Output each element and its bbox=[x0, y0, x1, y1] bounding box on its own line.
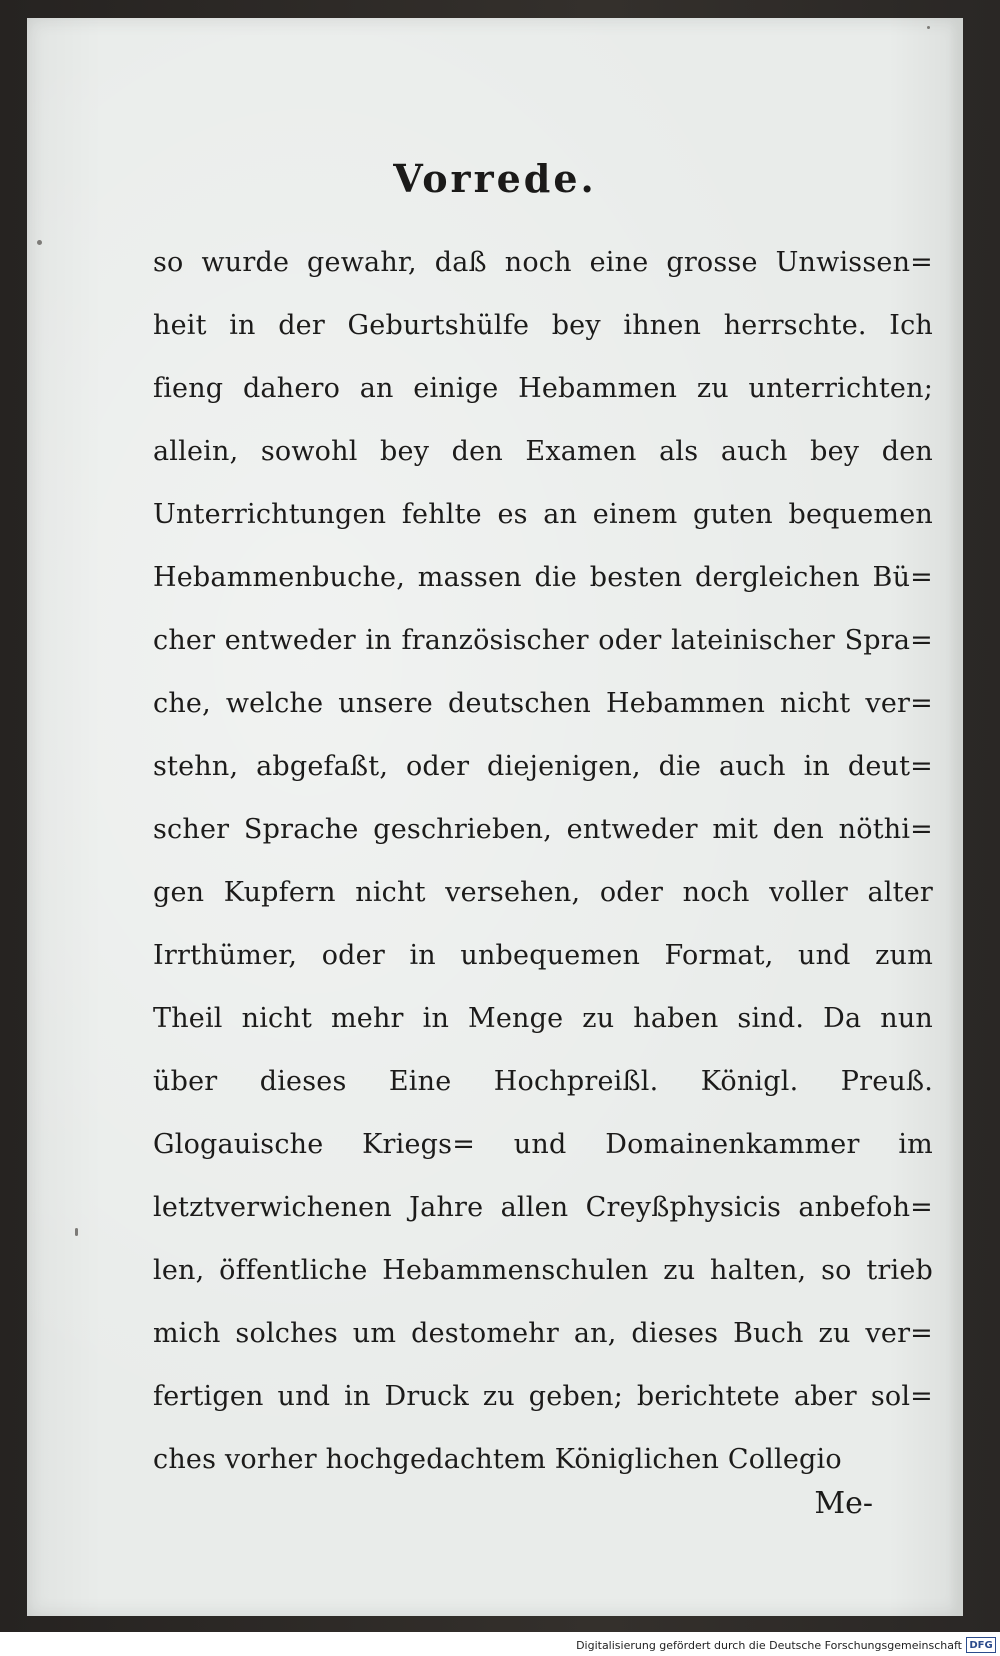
page-edge-shadow bbox=[949, 18, 963, 1616]
text-line: Irrthümer, oder in unbequemen Format, und zum bbox=[153, 940, 933, 971]
text-line: scher Sprache geschrieben, entweder mit den nöthi= bbox=[153, 814, 933, 845]
dfg-logo: DFG bbox=[966, 1637, 996, 1653]
text-line: heit in der Geburtshülfe bey ihnen herrschte. Ich bbox=[153, 310, 933, 341]
text-line: che, welche unsere deutschen Hebammen nicht ver= bbox=[153, 688, 933, 719]
catchword: Me- bbox=[814, 1486, 873, 1521]
text-line: letztverwichenen Jahre allen Creyßphysicis anbefoh= bbox=[153, 1192, 933, 1223]
text-line: fieng dahero an einige Hebammen zu unterrichten; bbox=[153, 373, 933, 404]
paper-speck bbox=[75, 1228, 78, 1236]
paper-speck bbox=[37, 240, 42, 245]
text-line: gen Kupfern nicht versehen, oder noch voller alter bbox=[153, 877, 933, 908]
digitization-footer bbox=[0, 1632, 1000, 1656]
text-line: Unterrichtungen fehlte es an einem guten bequemen bbox=[153, 499, 933, 530]
text-line: so wurde gewahr, daß noch eine grosse Unwissen= bbox=[153, 247, 933, 278]
text-line: Theil nicht mehr in Menge zu haben sind. Da nun bbox=[153, 1003, 933, 1034]
text-line: mich solches um destomehr an, dieses Buch zu ver= bbox=[153, 1318, 933, 1349]
text-line: len, öffentliche Hebammenschulen zu halten, so trieb bbox=[153, 1255, 933, 1286]
running-head: Vorrede. bbox=[393, 156, 597, 201]
text-line: fertigen und in Druck zu geben; berichtete aber sol= bbox=[153, 1381, 933, 1412]
body-text bbox=[153, 238, 933, 1498]
text-line: Glogauische Kriegs= und Domainenkammer im bbox=[153, 1129, 933, 1160]
text-line: allein, sowohl bey den Examen als auch bey den bbox=[153, 436, 933, 467]
funding-credit: Digitalisierung gefördert durch die Deutsche Forschungsgemeinschaft bbox=[576, 1639, 962, 1652]
paper-speck bbox=[927, 26, 930, 29]
text-line: Hebammenbuche, massen die besten dergleichen Bü= bbox=[153, 562, 933, 593]
text-line: ches vorher hochgedachtem Königlichen Collegio bbox=[153, 1444, 842, 1475]
text-line: über dieses Eine Hochpreißl. Königl. Preuß. bbox=[153, 1066, 933, 1097]
text-line: cher entweder in französischer oder lateinischer Spra= bbox=[153, 625, 933, 656]
book-page bbox=[27, 18, 963, 1616]
text-line: stehn, abgefaßt, oder diejenigen, die auch in deut= bbox=[153, 751, 933, 782]
